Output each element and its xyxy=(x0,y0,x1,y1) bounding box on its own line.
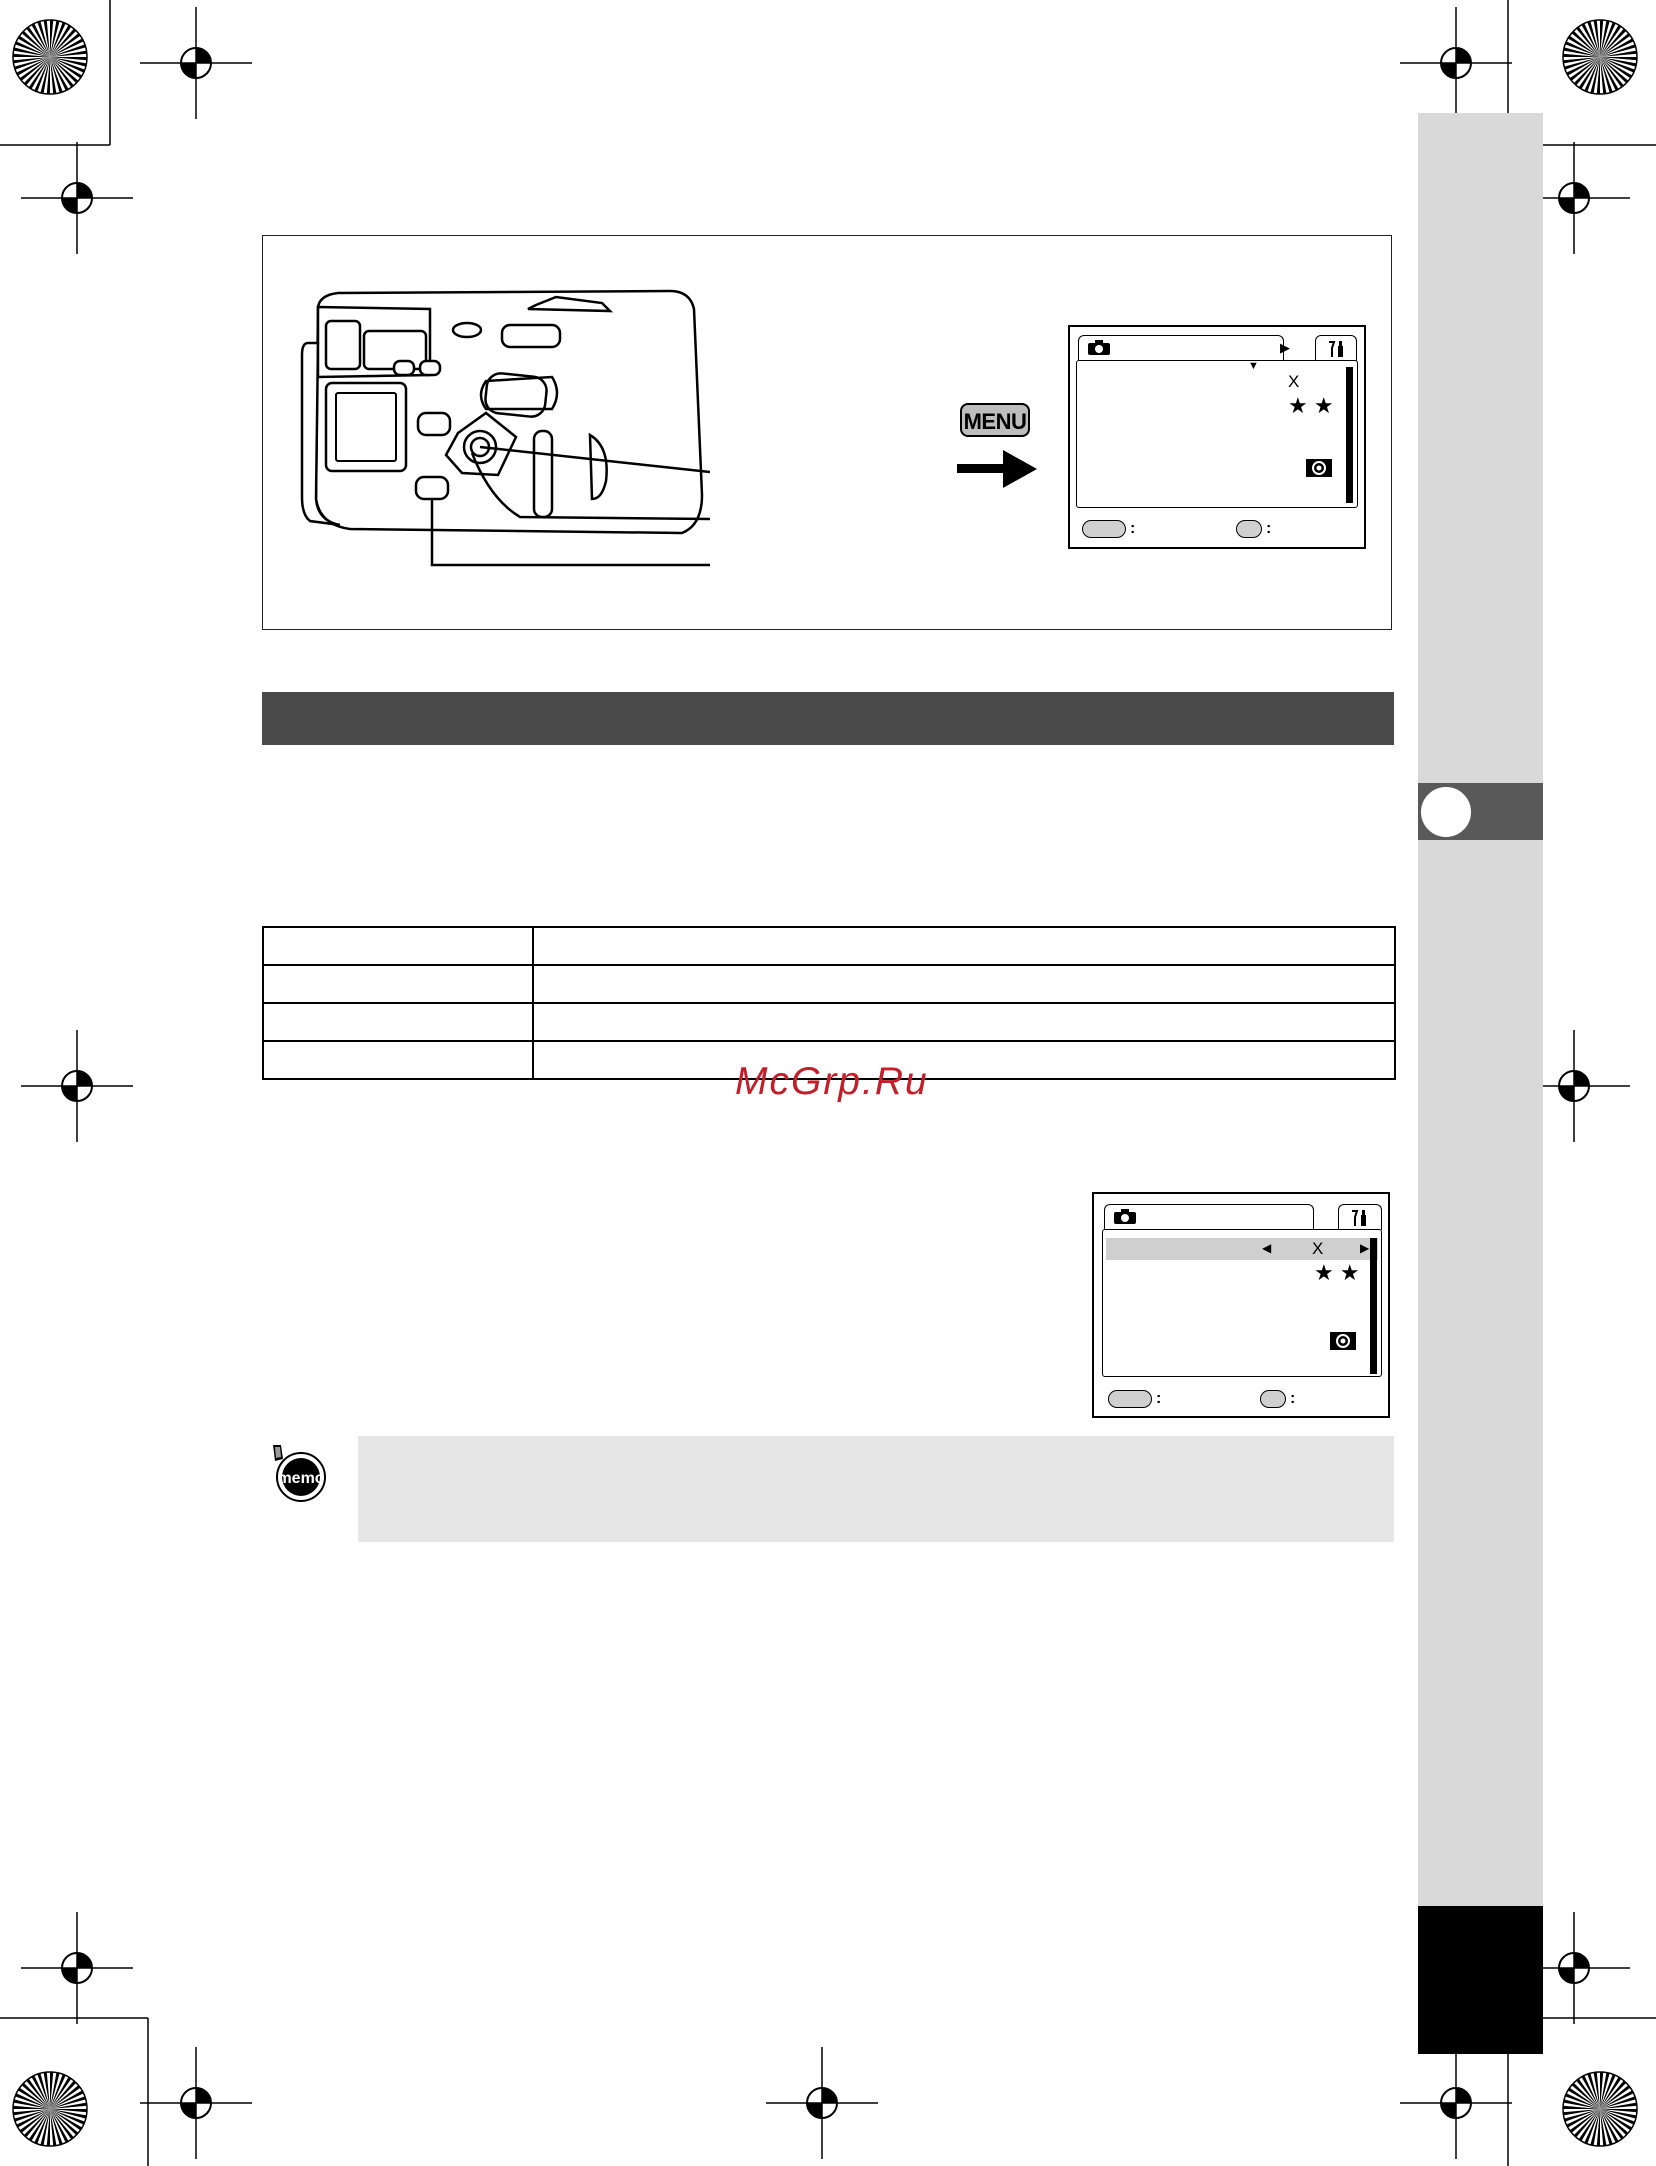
wrench-icon xyxy=(1326,340,1346,358)
table-cell xyxy=(533,1041,1395,1079)
menu-button-key: MENU xyxy=(960,403,1030,437)
menu-pill-icon xyxy=(1108,1390,1152,1408)
page-number-block xyxy=(1418,1906,1543,2054)
calibration-rosette-icon xyxy=(1563,2072,1637,2146)
scrollbar xyxy=(1346,367,1353,503)
watermark-text: McGrp.Ru xyxy=(735,1060,929,1103)
lcd-menu-panel xyxy=(1076,360,1358,508)
camera-back-illustration xyxy=(290,285,710,575)
calibration-rosette-icon xyxy=(13,2072,87,2146)
chapter-sidebar xyxy=(1418,113,1543,2053)
registration-target-icon xyxy=(140,2047,252,2159)
registration-target-icon xyxy=(1400,2047,1512,2159)
arrow-head-icon xyxy=(1003,450,1037,488)
table-row xyxy=(263,927,1395,965)
colon: : xyxy=(1130,520,1136,537)
resolution-stars: ★ ★ xyxy=(1314,1260,1360,1285)
colon: : xyxy=(1290,1390,1296,1407)
arrow-right-icon xyxy=(957,464,1007,473)
calibration-rosette-icon xyxy=(1563,20,1637,94)
scrollbar xyxy=(1370,1238,1377,1374)
registration-target-icon xyxy=(766,2047,878,2159)
quality-value: X xyxy=(1288,372,1300,391)
registration-target-icon xyxy=(21,142,133,254)
camera-icon xyxy=(1087,340,1111,356)
ok-pill-icon xyxy=(1260,1390,1286,1408)
table-cell xyxy=(263,927,533,965)
registration-target-icon xyxy=(1400,7,1512,119)
selected-row-highlight xyxy=(1106,1238,1378,1260)
table-cell xyxy=(533,927,1395,965)
lcd-rec-menu-screen-selected xyxy=(1092,1192,1390,1418)
table-row xyxy=(263,965,1395,1003)
metering-icon xyxy=(1330,1332,1356,1350)
quality-value: X xyxy=(1312,1239,1324,1258)
right-arrow-icon: ▶ xyxy=(1360,1241,1370,1255)
settings-table xyxy=(262,926,1396,1080)
table-cell xyxy=(263,965,533,1003)
table-cell xyxy=(533,965,1395,1003)
chapter-number-circle xyxy=(1420,786,1472,838)
table-cell xyxy=(263,1003,533,1041)
lcd-rec-menu-screen xyxy=(1068,325,1366,549)
table-cell xyxy=(263,1041,533,1079)
memo-icon xyxy=(267,1443,331,1503)
ok-pill-icon xyxy=(1236,520,1262,538)
registration-target-icon xyxy=(21,1912,133,2024)
camera-icon xyxy=(1113,1209,1137,1225)
left-arrow-icon: ◀ xyxy=(1262,1241,1272,1255)
memo-box xyxy=(358,1436,1394,1542)
wrench-icon xyxy=(1349,1209,1369,1227)
tab-arrow-icon: ▶ xyxy=(1280,340,1290,355)
tab-setup xyxy=(1315,335,1357,361)
resolution-stars: ★ ★ xyxy=(1288,393,1334,418)
down-arrow-icon: ▼ xyxy=(1248,360,1259,372)
colon: : xyxy=(1156,1390,1162,1407)
registration-target-icon xyxy=(21,1030,133,1142)
memo-icon-label: memo xyxy=(277,1470,325,1487)
menu-pill-icon xyxy=(1082,520,1126,538)
tab-rec-mode xyxy=(1104,1204,1314,1230)
table-cell xyxy=(533,1003,1395,1041)
section-heading-bar xyxy=(262,692,1394,745)
metering-icon xyxy=(1306,459,1332,477)
colon: : xyxy=(1266,520,1272,537)
calibration-rosette-icon xyxy=(13,20,87,94)
table-row xyxy=(263,1003,1395,1041)
registration-target-icon xyxy=(140,7,252,119)
tab-setup xyxy=(1338,1204,1382,1230)
tab-rec-mode xyxy=(1078,335,1284,361)
